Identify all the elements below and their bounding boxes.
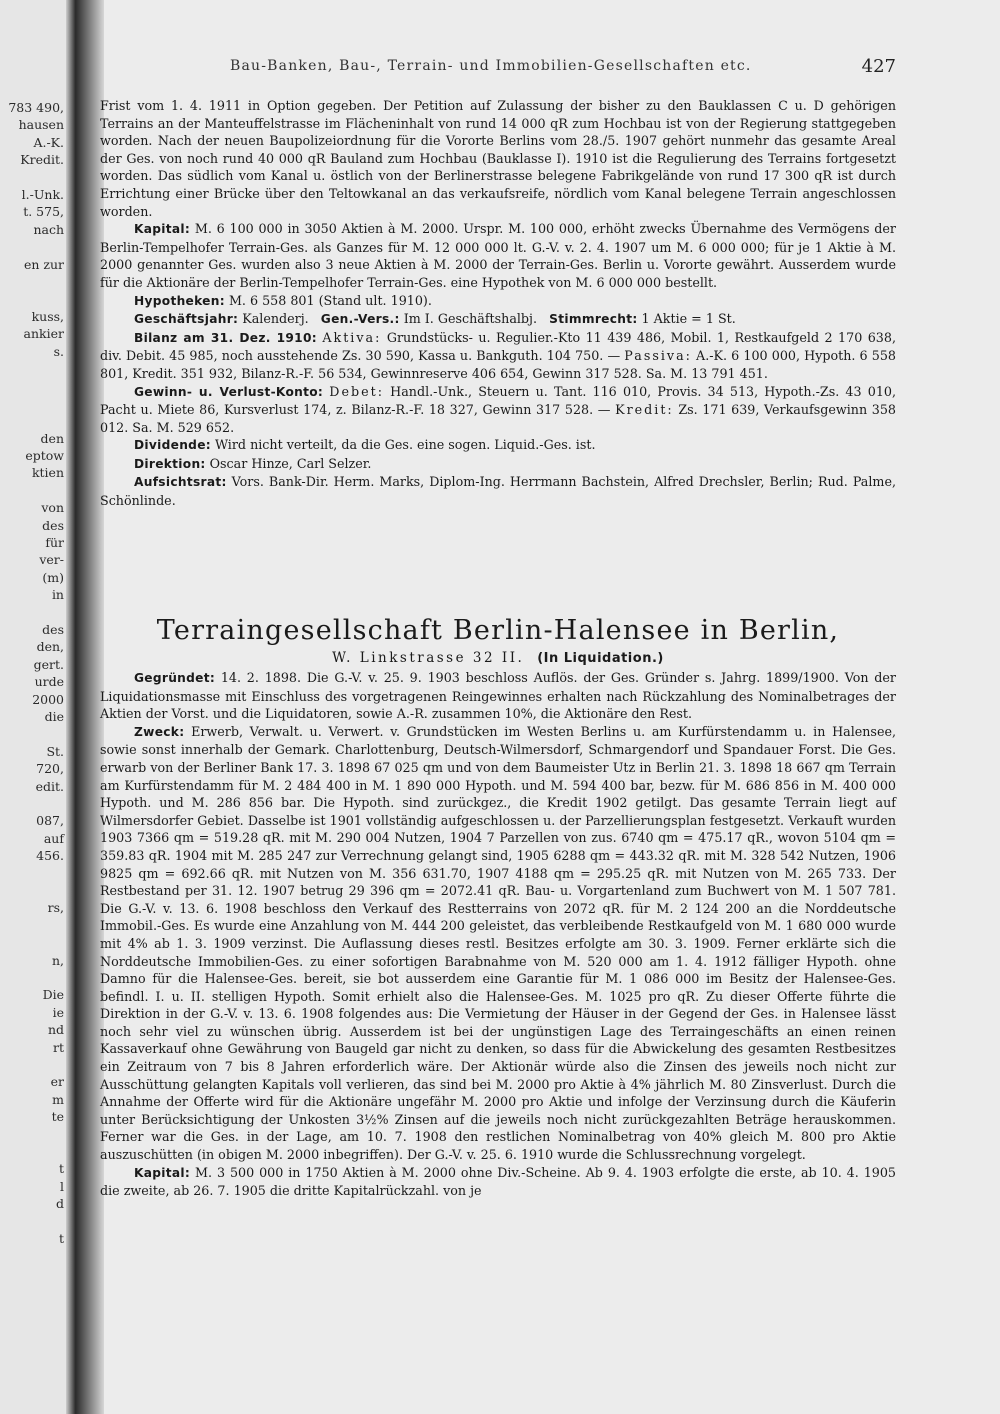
margin-fragment: t — [58, 1231, 64, 1246]
kapital2-entry — [100, 1164, 896, 1200]
margin-fragment: eptow — [25, 448, 64, 463]
margin-fragment: n, — [51, 952, 64, 968]
margin-fragment: rt — [53, 1039, 64, 1055]
hypotheken-text: M. 6 558 801 (Stand ult. 1910). — [224, 292, 432, 308]
aufsichtsrat-label: Aufsichtsrat: — [134, 475, 227, 490]
bilanz-passiva-text: A.-K. 6 100 000, Hypoth. 6 558 801, Kredit. 351 932, Bilanz-R.-F. 56 534, Gewinnreserve 406 654, Gewinn 317 528. Sa. M. 13 791 451. — [100, 348, 896, 381]
margin-fragment: von — [41, 500, 64, 516]
guv-debet-text: Handl.-Unk., Steuern u. Tant. 116 010, Provis. 34 513, Hypoth.-Zs. 43 010, Pacht u. Miete 86, Kursverlust 174, z. Bilanz-R.-F. 18 327, Gewinn 317 528. — — [100, 383, 896, 418]
gen-vers-text: Im I. Geschäftshalbj. — [399, 311, 538, 327]
guv-kredit-text: Zs. 171 639, Verkaufsgewinn 358 012. Sa. M. 529 652. — [100, 402, 896, 435]
margin-fragment: A.-K. — [33, 134, 64, 150]
margin-fragment: rs, — [47, 900, 64, 916]
margin-fragment: 720, — [36, 761, 64, 777]
margin-fragment: den, — [36, 639, 64, 655]
geschaeftsjahr-text: Kalenderj. — [238, 311, 309, 327]
margin-fragment: ie — [52, 1004, 64, 1020]
margin-fragment: ankier — [23, 326, 64, 342]
margin-fragment: Kredit. — [20, 152, 64, 168]
direktion-entry — [100, 455, 896, 474]
page-number: 427 — [861, 56, 896, 77]
margin-fragment: 783 490, — [8, 100, 64, 115]
margin-fragment: m — [52, 1091, 64, 1107]
book-gutter — [66, 0, 104, 1414]
bilanz-label: Bilanz am 31. Dez. 1910: — [134, 330, 317, 345]
kapital2-text: M. 3 500 000 in 1750 Aktien à M. 2000 ohne Div.-Scheine. Ab 9. 4. 1903 erfolgte die erste, ab 10. 4. 1905 die zweite, ab 26. 7. 1905 die dritte Kapitalrückzahl. von je — [100, 1164, 896, 1199]
guv-label: Gewinn- u. Verlust-Konto: — [134, 384, 324, 399]
margin-fragment: die — [44, 709, 64, 724]
hypotheken-entry — [100, 292, 896, 311]
stimmrecht-text: 1 Aktie = 1 St. — [637, 311, 736, 327]
kapital-label: Kapital: — [134, 222, 191, 237]
bilanz-aktiva-text: Grundstücks- u. Regulier.-Kto 11 439 486, Mobil. 1, Restkaufgeld 2 170 638, div. Debit. 45 985, noch ausstehende Zs. 30 590, Kassa u. Bankguth. 104 750. — — [100, 329, 896, 364]
margin-fragment: St. — [46, 743, 64, 759]
margin-fragment: l — [60, 1178, 64, 1194]
margin-fragment: für — [45, 535, 64, 550]
gegruendet-text: 14. 2. 1898. Die G.-V. v. 25. 9. 1903 beschloss Auflös. der Ges. Gründer s. Jahrg. 1899/1900. Von der Liquidationsmasse mit Einschluss des vorgetragenen Reingewinnes erhalten nach Rückzahlung des Nominalbetrages der Aktien der Vorst. und die Liquidatoren, sowie A.-R. zusammen 10%, die Aktionäre den Rest. — [100, 670, 896, 722]
margin-fragment: 2000 — [32, 691, 64, 707]
dividende-text: Wird nicht verteilt, da die Ges. eine sogen. Liquid.-Ges. ist. — [210, 437, 596, 453]
section-terrain-berlin-vororte — [100, 97, 896, 510]
margin-fragment: 087, — [36, 813, 64, 829]
gegruendet-entry — [100, 669, 896, 723]
kapital-entry — [100, 220, 896, 291]
direktion-text: Oscar Hinze, Carl Selzer. — [205, 455, 372, 471]
guv-entry — [100, 383, 896, 437]
stimmrecht-label: Stimmrecht: — [549, 312, 638, 327]
direktion-label: Direktion: — [134, 456, 206, 471]
company-address-line — [100, 648, 896, 669]
margin-fragment: edit. — [35, 778, 64, 794]
margin-fragment: des — [42, 517, 64, 533]
company-title: Terraingesellschaft Berlin-Halensee in Berlin, — [156, 615, 840, 646]
meeting-entry — [100, 310, 896, 329]
margin-fragment: d — [55, 1196, 64, 1212]
margin-fragment: kuss, — [31, 308, 64, 324]
passiva-word: Passiva: — [624, 348, 692, 364]
kredit-word: Kredit: — [615, 402, 674, 418]
margin-fragment: t. 575, — [23, 204, 64, 220]
section-berlin-halensee — [100, 614, 896, 1200]
zweck-text: Erwerb, Verwalt. u. Verwert. v. Grundstücken im Westen Berlins u. am Kurfürstendamm u. in Halensee, sowie sonst innerhalb der Gemark. Charlottenburg, Deutsch-Wilmersdorf, Schmargendorf und Spandauer Forst. Die Ges. erwarb von der Berliner Bank 17. 3. 1898 67 025 qm und von dem Baumeister Utz in Berlin 21. 3. 1898 18 667 qm Terrain am Kurfürstendamm für M. 2 484 400 in M. 1 890 000 Hypoth. und M. 594 400 bar, bezw. für M. 686 856 in M. 400 000 Hypoth. und M. 286 856 bar. Die Hypoth. sind zurückgez., die Kredit 1902 getilgt. Das gesamte Terrain liegt auf Wilmersdorfer Gebiet. Dasselbe ist 1901 vollständig aufgeschlossen u. der Parzellierungsplan festgesetzt. Verkauft wurden 1903 7366 qm = 519.28 qR. mit M. 290 004 Nutzen, 1904 7 Parzellen von zus. 6740 qm = 475.17 qR., wovon 5104 qm = 359.83 qR. 1904 mit M. 285 247 zur Verrechnung gelangt sind, 1905 6288 qm = 443.32 qR. mit M. 328 542 Nutzen, 1906 9825 qm = 692.66 qR. mit Nutzen von M. 356 631.70, 1907 4188 qm = 295.25 qR. mit Nutzen von M. 265 733. Der Restbestand per 31. 12. 1907 betrug 29 396 qm = 2072.41 qR. Bau- u. Vorgartenland zum Buchwert von M. 1 507 781. Die G.-V. v. 13. 6. 1908 beschloss den Verkauf des Restterrains von 2072 qR. für M. 2 124 200 an die Norddeutsche Immobil.-Ges. Es wurde eine Anzahlung von M. 444 200 geleistet, das verbleibende Restkaufgeld von M. 1 680 000 wurde mit 4% ab 1. 3. 1909 verzinst. Die Auflassung dieses restl. Besitzes erfolgte am 30. 3. 1909. Ferner erklärte sich die Norddeutsche Immobilien-Ges. zu einer sofortigen Barabnahme von M. 520 000 am 1. 4. 1912 fälliger Hypoth. ohne Damno für die Halensee-Ges. bereit, sie bot ausserdem eine Garantie für M. 1 086 000 im Besitz der Halensee-Ges. befindl. I. u. II. stelligen Hypoth. Somit erhielt also die Halensee-Ges. M. 1025 pro qR. Zu dieser Offerte führte die Direktion in der G.-V. v. 13. 6. 1908 folgendes aus: Die Vermietung der Häuser in der Gegend der Ges. in Halensee lässt noch sehr viel zu wünschen übrig. Ausserdem ist bei der ungünstigen Lage des Terraingeschäfts an einen reinen Kassaverkauf ohne Gewährung von Baugeld gar nicht zu denken, so dass für die Abwickelung des gesamten Restbesitzes ein Zeitraum von 7 bis 8 Jahren erforderlich wäre. Der Aktionär würde also die Zinsen des jeweils noch nicht zur Ausschüttung gelangten Kapitals voll verlieren, das sind bei M. 2000 pro Aktie à 4% jährlich M. 80 Zinsverlust. Durch die Annahme der Offerte wird für die Aktionäre ungefähr M. 2000 pro Aktie und infolge der Verzinsung durch die Käuferin unter Berücksichtigung der Unkosten 3½% Zinsen auf die jeweils noch nicht zurückgezahlten Beträge herauskommen. Ferner war die Ges. in der Lage, am 10. 7. 1908 den restlichen Nominalbetrag von 40% gleich M. 800 pro Aktie auszuschütten (in obigen M. 2000 inbegriffen). Der G.-V. v. 25. 6. 1910 wurde die Schlussrechnung vorgelegt. — [100, 723, 896, 1163]
dividende-label: Dividende: — [134, 438, 211, 453]
margin-fragment: hausen — [18, 117, 64, 133]
margin-fragment: des — [42, 622, 64, 637]
margin-fragment: nach — [33, 221, 64, 237]
margin-fragment: urde — [34, 674, 64, 690]
margin-fragment: en zur — [23, 256, 64, 272]
margin-fragment: auf — [43, 830, 64, 846]
margin-fragment: te — [51, 1109, 64, 1125]
margin-fragment: nd — [47, 1022, 64, 1038]
zweck-label: Zweck: — [134, 724, 185, 739]
margin-fragment: l.-Unk. — [21, 187, 64, 202]
page-header — [100, 58, 896, 80]
margin-fragment: Die — [42, 987, 64, 1003]
kapital-text: M. 6 100 000 in 3050 Aktien à M. 2000. Urspr. M. 100 000, erhöht zwecks Übernahme des Vermögens der Berlin-Tempelhofer Terrain-Ges. als Ganzes für M. 12 000 000 lt. G.-V. v. 2. 4. 1907 um M. 6 000 000; für je 1 Aktie à M. 2000 genannter Ges. wurden also 3 neue Aktien à M. 2000 der Terrain-Ges. Berlin u. Vororte gewährt. Ausserdem wurde für die Aktionäre der Berlin-Tempelhofer Terrain-Ges. eine Hypothek von M. 6 000 000 bestellt. — [100, 221, 896, 290]
aufsichtsrat-entry — [100, 473, 896, 509]
running-head: Bau-Banken, Bau-, Terrain- und Immobilien-Gesellschaften etc. — [230, 58, 752, 74]
margin-fragment: (m) — [42, 569, 64, 585]
bilanz-entry — [100, 329, 896, 383]
hypotheken-label: Hypotheken: — [134, 293, 225, 308]
kapital2-label: Kapital: — [134, 1165, 191, 1180]
margin-fragment: er — [50, 1074, 64, 1090]
aktiva-word: Aktiva: — [322, 329, 382, 345]
margin-fragment: t — [58, 1161, 64, 1177]
debet-word: Debet: — [329, 383, 384, 399]
margin-fragment: ver- — [39, 552, 64, 568]
margin-fragment: den — [40, 430, 64, 446]
intro-paragraph: Frist vom 1. 4. 1911 in Option gegeben. Der Petition auf Zulassung der bisher zu den Bauklassen C u. D gehörigen Terrains an der Manteuffelstrasse im Flächeninhalt von rund 14 000 qR zum Hochbau ist von der Regierung stattgegeben worden. Nach der neuen Baupolizeiordnung für die Vororte Berlins vom 28./5. 1907 gehört nunmehr das gesamte Areal der Ges. von noch rund 40 000 qR Bauland zum Hochbau (Bauklasse I). 1910 ist die Regulierung des Terrains fortgesetzt worden. Das südlich vom Kanal u. östlich von der Berlinerstrasse belegene Fabrikgelände von rund 17 300 qR ist durch Errichtung einer Brücke über den Teltowkanal an das verkaufsreife, nördlich vom Kanal belegene Terrain angeschlossen worden. — [100, 98, 896, 219]
geschaeftsjahr-label: Geschäftsjahr: — [134, 312, 239, 327]
margin-fragment: in — [51, 587, 64, 603]
adjacent-page-margin — [0, 0, 66, 1414]
liquidation-status: (In Liquidation.) — [537, 651, 664, 666]
margin-fragment: gert. — [33, 656, 64, 672]
margin-fragment: 456. — [36, 848, 64, 864]
margin-fragment: ktien — [31, 465, 64, 481]
gen-vers-label: Gen.-Vers.: — [320, 312, 400, 327]
gegruendet-label: Gegründet: — [134, 671, 216, 685]
company-address: W. Linkstrasse 32 II. — [332, 650, 525, 666]
dividende-entry — [100, 436, 896, 455]
aufsichtsrat-text: Vors. Bank-Dir. Herm. Marks, Diplom-Ing. Herrmann Bachstein, Alfred Drechsler, Berlin; Rud. Palme, Schönlinde. — [100, 474, 896, 509]
margin-fragment: s. — [53, 343, 64, 359]
zweck-entry — [100, 723, 896, 1164]
